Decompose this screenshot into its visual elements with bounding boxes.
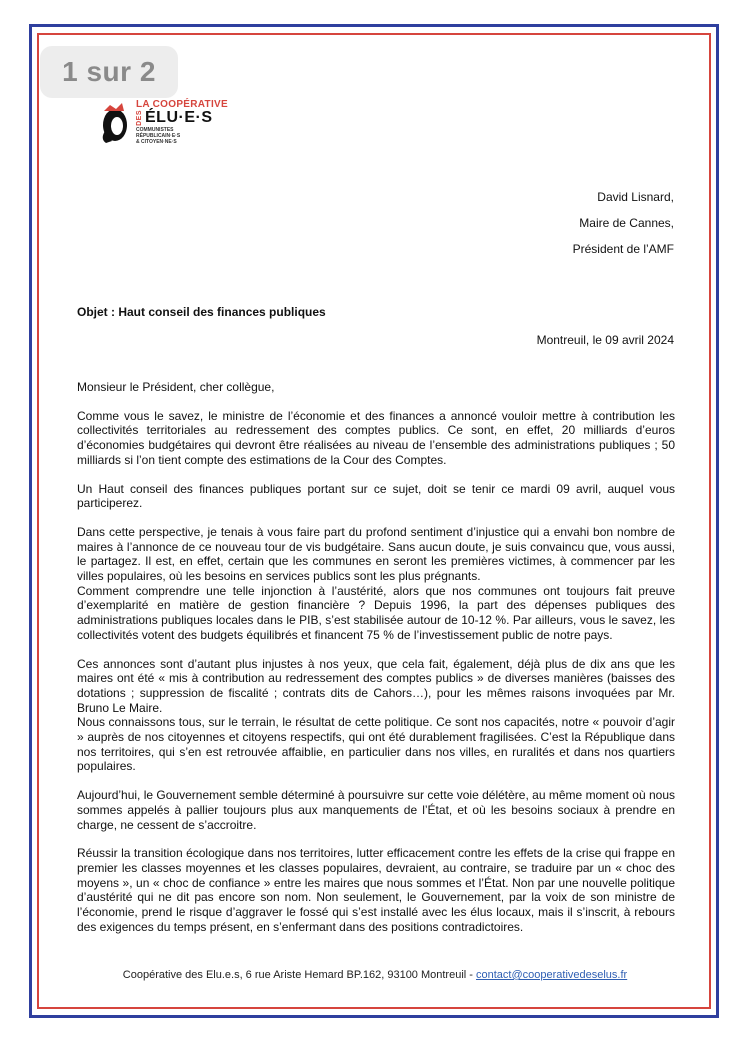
footer-address: Coopérative des Elu.e.s, 6 rue Ariste Hemard BP.162, 93100 Montreuil - xyxy=(122,969,476,981)
page-indicator-badge: 1 sur 2 xyxy=(40,46,178,98)
logo-line-des: DES xyxy=(136,110,143,127)
recipient-role: Maire de Cannes, xyxy=(579,216,674,230)
logo-subtitle-3: & CITOYEN·NE·S xyxy=(136,138,177,145)
paragraph-4: Comment comprendre une telle injonction à l’austérité, alors que nos communes ont toujours fait preuve d’exemplarité en matière de gestion financière ? Depuis 1996, la part des dépenses publiques des administrations publiques locales dans le PIB, s’est stabilisée autour de 10-12 %. Par ailleurs, vous le savez, les collectivités votent des budgets équilibrés et financent 75 % de l’investissement public de notre pays. xyxy=(77,583,675,642)
logo-line-la: LA COOPÉRATIVE xyxy=(136,99,228,111)
salutation: Monsieur le Président, cher collègue, xyxy=(77,380,275,394)
letter-subject: Objet : Haut conseil des finances publiques xyxy=(77,305,326,319)
letter-body xyxy=(77,380,675,949)
logo-subtitle-2: RÉPUBLICAIN·E·S xyxy=(136,133,181,140)
recipient-block xyxy=(573,184,674,262)
paragraph-6: Nous connaissons tous, sur le terrain, le résultat de cette politique. Ce sont nos capacités, notre « pouvoir d’agir » auprès de nos citoyennes et citoyens respectifs, qui ont été durablement fragilisées. C’est la République dans nos territoires, qui s’en est retrouvée affaiblie, en particulier dans nos villes, en ruralités et dans nos quartiers populaires. xyxy=(77,715,675,774)
paragraph-7: Aujourd’hui, le Gouvernement semble déterminé à poursuivre sur cette voie délétère, au même moment où nous sommes appelés à pallier toujours plus aux manquements de l’État, et où les besoins sociaux à prendre en charge, ne cessent de s’accroitre. xyxy=(77,788,675,832)
recipient-name: David Lisnard, xyxy=(597,190,674,204)
marianne-logo-icon xyxy=(96,101,132,145)
organization-logo xyxy=(96,100,228,146)
paragraph-2: Un Haut conseil des finances publiques portant sur ce sujet, doit se tenir ce mardi 09 avril, auquel vous participerez. xyxy=(77,481,675,511)
paragraph-8: Réussir la transition écologique dans nos territoires, lutter efficacement contre les effets de la crise qui frappe en premier les classes moyennes et les classes populaires, devraient, au contraire, se traduire par un « choc des moyens », un « choc de confiance » entre les maires que nous sommes et l’État. Non par une nouvelle politique d’austérité qui ne dit pas encore son nom. Non seulement, le Gouvernement, par la voix de son ministre de l’économie, prend le risque d’aggraver le fossé qui s’est installé avec les élus locaux, mais il s’inscrit, à rebours des exigences du temps présent, en s’enfermant dans des positions contradictoires. xyxy=(77,846,675,934)
letter-date: Montreuil, le 09 avril 2024 xyxy=(536,333,674,347)
logo-subtitle-1: COMMUNISTES xyxy=(136,127,174,134)
letter-footer xyxy=(0,969,750,981)
footer-email-link[interactable]: contact@cooperativedeselus.fr xyxy=(476,969,628,981)
paragraph-3: Dans cette perspective, je tenais à vous faire part du profond sentiment d’injustice qui a envahi bon nombre de maires à l’annonce de ce nouveau tour de vis budgétaire. Sans aucun doute, je suis convaincu que, vous aussi, le partagez. Il est, en effet, certain que les communes en seront les premières victimes, à commencer par les villes populaires, où les besoins en services publics sont les plus prégnants. xyxy=(77,524,675,584)
logo-line-main: ÉLU·E·S xyxy=(145,109,213,127)
paragraph-1: Comme vous le savez, le ministre de l’économie et des finances a annoncé vouloir mettre à contribution les collectivités territoriales au redressement des comptes publics. Ce sont, en effet, 20 milliards d’euros d’économies budgétaires qui devront être réalisées au niveau de l’ensemble des administrations publiques ; 50 milliards si l’on tient compte des estimations de la Cour des Comptes. xyxy=(77,408,675,467)
paragraph-5: Ces annonces sont d’autant plus injustes à nos yeux, que cela fait, également, déjà plus de dix ans que les maires ont été « mis à contribution au redressement des comptes publics » de diverses manières (baisses des dotations ; suppression de fiscalité ; contrats dits de Cahors…), pour les mêmes raisons invoquées par Mr. Bruno Le Maire. xyxy=(77,656,675,715)
recipient-title: Président de l’AMF xyxy=(572,242,674,256)
